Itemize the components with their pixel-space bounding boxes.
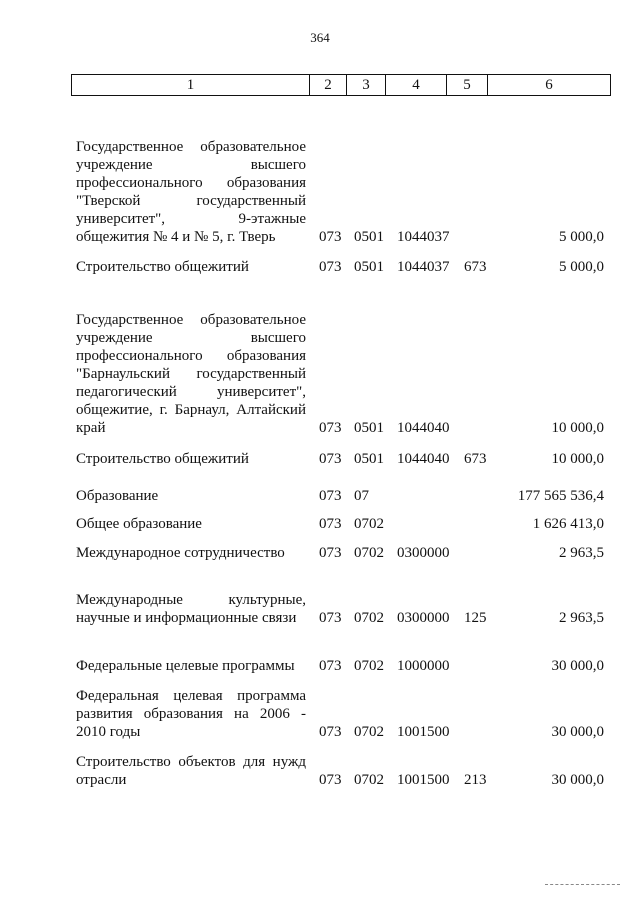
table-row <box>76 513 608 533</box>
row-name: Образование <box>76 488 159 504</box>
row-name: Строительство объектов для нужд отрасли <box>76 754 306 788</box>
table-row <box>76 751 608 789</box>
row-code-3: 0702 <box>354 610 384 626</box>
row-name: Государственное образовательное учреждение высшего профессионального образования "Барнаульский государственный педагогический университет", общежитие, г. Барнаул, Алтайский край <box>76 312 306 436</box>
row-code-3: 0702 <box>354 545 384 561</box>
row-amount: 10 000,0 <box>551 451 604 467</box>
row-code-2: 073 <box>319 259 342 275</box>
row-code-2: 073 <box>319 420 342 436</box>
table-row <box>76 485 608 505</box>
table-row <box>76 570 608 627</box>
row-amount: 30 000,0 <box>551 724 604 740</box>
table-row <box>76 542 608 562</box>
row-code-2: 073 <box>319 658 342 674</box>
row-amount: 1 626 413,0 <box>532 516 604 532</box>
row-code-5: 125 <box>464 610 487 626</box>
column-header-6: 6 <box>488 75 611 96</box>
table-row <box>76 684 608 741</box>
row-name: Федеральная целевая программа развития образования на 2006 - 2010 годы <box>76 688 306 740</box>
column-header-2: 2 <box>310 75 347 96</box>
row-name: Строительство общежитий <box>76 451 249 467</box>
row-amount: 10 000,0 <box>551 420 604 436</box>
row-code-4: 1044037 <box>397 259 450 275</box>
column-header-5: 5 <box>447 75 488 96</box>
row-code-3: 0501 <box>354 259 384 275</box>
table-row <box>76 448 608 468</box>
row-code-5: 213 <box>464 772 487 788</box>
row-code-3: 0702 <box>354 772 384 788</box>
row-code-3: 0501 <box>354 451 384 467</box>
row-code-2: 073 <box>319 610 342 626</box>
row-name: Строительство общежитий <box>76 259 249 275</box>
row-amount: 2 963,5 <box>559 610 604 626</box>
row-amount: 2 963,5 <box>559 545 604 561</box>
column-header-3: 3 <box>347 75 386 96</box>
row-amount: 5 000,0 <box>559 229 604 245</box>
row-code-2: 073 <box>319 229 342 245</box>
row-code-2: 073 <box>319 516 342 532</box>
row-amount: 5 000,0 <box>559 259 604 275</box>
row-name: Международные культурные, научные и информационные связи <box>76 592 306 626</box>
row-amount: 177 565 536,4 <box>517 488 604 504</box>
row-code-4: 1001500 <box>397 772 450 788</box>
row-code-3: 07 <box>354 488 369 504</box>
row-code-4: 1000000 <box>397 658 450 674</box>
page-number: 364 <box>310 30 330 45</box>
row-code-5: 673 <box>464 259 487 275</box>
row-code-3: 0702 <box>354 658 384 674</box>
row-code-4: 1044037 <box>397 229 450 245</box>
row-amount: 30 000,0 <box>551 658 604 674</box>
row-code-4: 0300000 <box>397 610 450 626</box>
table-row <box>76 116 608 246</box>
row-code-2: 073 <box>319 451 342 467</box>
row-amount: 30 000,0 <box>551 772 604 788</box>
table-row <box>76 256 608 276</box>
row-name: Международное сотрудничество <box>76 545 285 561</box>
table-row <box>76 290 608 437</box>
row-code-3: 0702 <box>354 724 384 740</box>
row-code-3: 0702 <box>354 516 384 532</box>
row-code-4: 0300000 <box>397 545 450 561</box>
row-code-5: 673 <box>464 451 487 467</box>
row-code-4: 1044040 <box>397 451 450 467</box>
row-code-4: 1001500 <box>397 724 450 740</box>
row-name: Федеральные целевые программы <box>76 658 295 674</box>
table-row <box>76 637 608 675</box>
row-code-2: 073 <box>319 772 342 788</box>
column-header-4: 4 <box>386 75 447 96</box>
column-header-1: 1 <box>72 75 310 96</box>
row-code-3: 0501 <box>354 229 384 245</box>
footer-divider <box>545 884 620 885</box>
row-code-4: 1044040 <box>397 420 450 436</box>
row-code-2: 073 <box>319 545 342 561</box>
row-name: Общее образование <box>76 516 202 532</box>
row-code-2: 073 <box>319 488 342 504</box>
row-code-3: 0501 <box>354 420 384 436</box>
row-name: Государственное образовательное учреждение высшего профессионального образования "Тверской государственный университет", 9-этажные общежития № 4 и № 5, г. Тверь <box>76 139 306 245</box>
row-code-2: 073 <box>319 724 342 740</box>
